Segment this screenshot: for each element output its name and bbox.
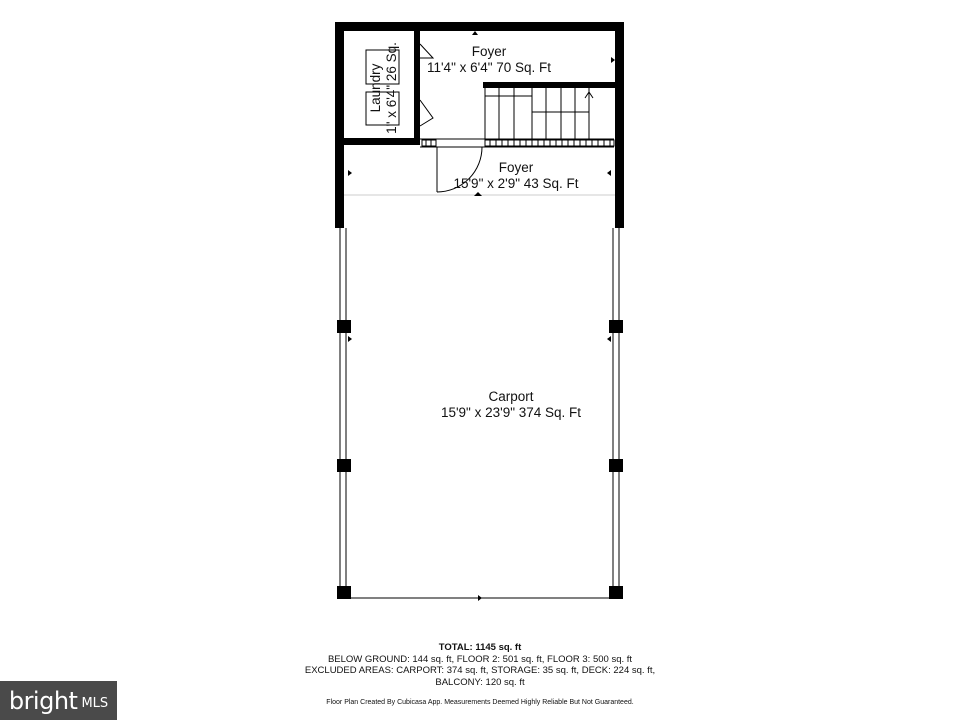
logo-brand: bright — [8, 686, 78, 715]
credit-note: Floor Plan Created By Cubicasa App. Measurements Deemed Highly Reliable But Not Guaranteed. — [326, 699, 634, 706]
total-area: TOTAL: 1145 sq. ft — [438, 642, 522, 653]
logo-suffix: MLS — [81, 696, 109, 711]
area-line-2: EXCLUDED AREAS: CARPORT: 374 sq. ft, STORAGE: 35 sq. ft, DECK: 224 sq. ft, — [304, 665, 656, 676]
foyer-lower-name: Foyer — [498, 160, 534, 175]
area-summary — [0, 642, 960, 709]
carport-pillars — [337, 320, 623, 599]
carport-dims: 15'9" x 23'9" 374 Sq. Ft — [440, 405, 582, 420]
laundry-name: Laundry — [368, 63, 383, 113]
staircase — [485, 88, 593, 140]
carport-name: Carport — [488, 389, 534, 404]
foyer-upper-dims: 11'4" x 6'4" 70 Sq. Ft — [426, 60, 552, 75]
area-line-1: BELOW GROUND: 144 sq. ft, FLOOR 2: 501 sq. ft, FLOOR 3: 500 sq. ft — [327, 653, 633, 665]
bright-mls-logo — [0, 681, 117, 720]
foyer-lower-dims: 15'9" x 2'9" 43 Sq. Ft — [453, 176, 579, 191]
area-line-3: BALCONY: 120 sq. ft — [435, 676, 525, 688]
laundry-dims: 1" x 6'4" 26 Sq. — [384, 42, 399, 134]
railing — [420, 139, 614, 147]
foyer-upper-name: Foyer — [471, 44, 507, 59]
